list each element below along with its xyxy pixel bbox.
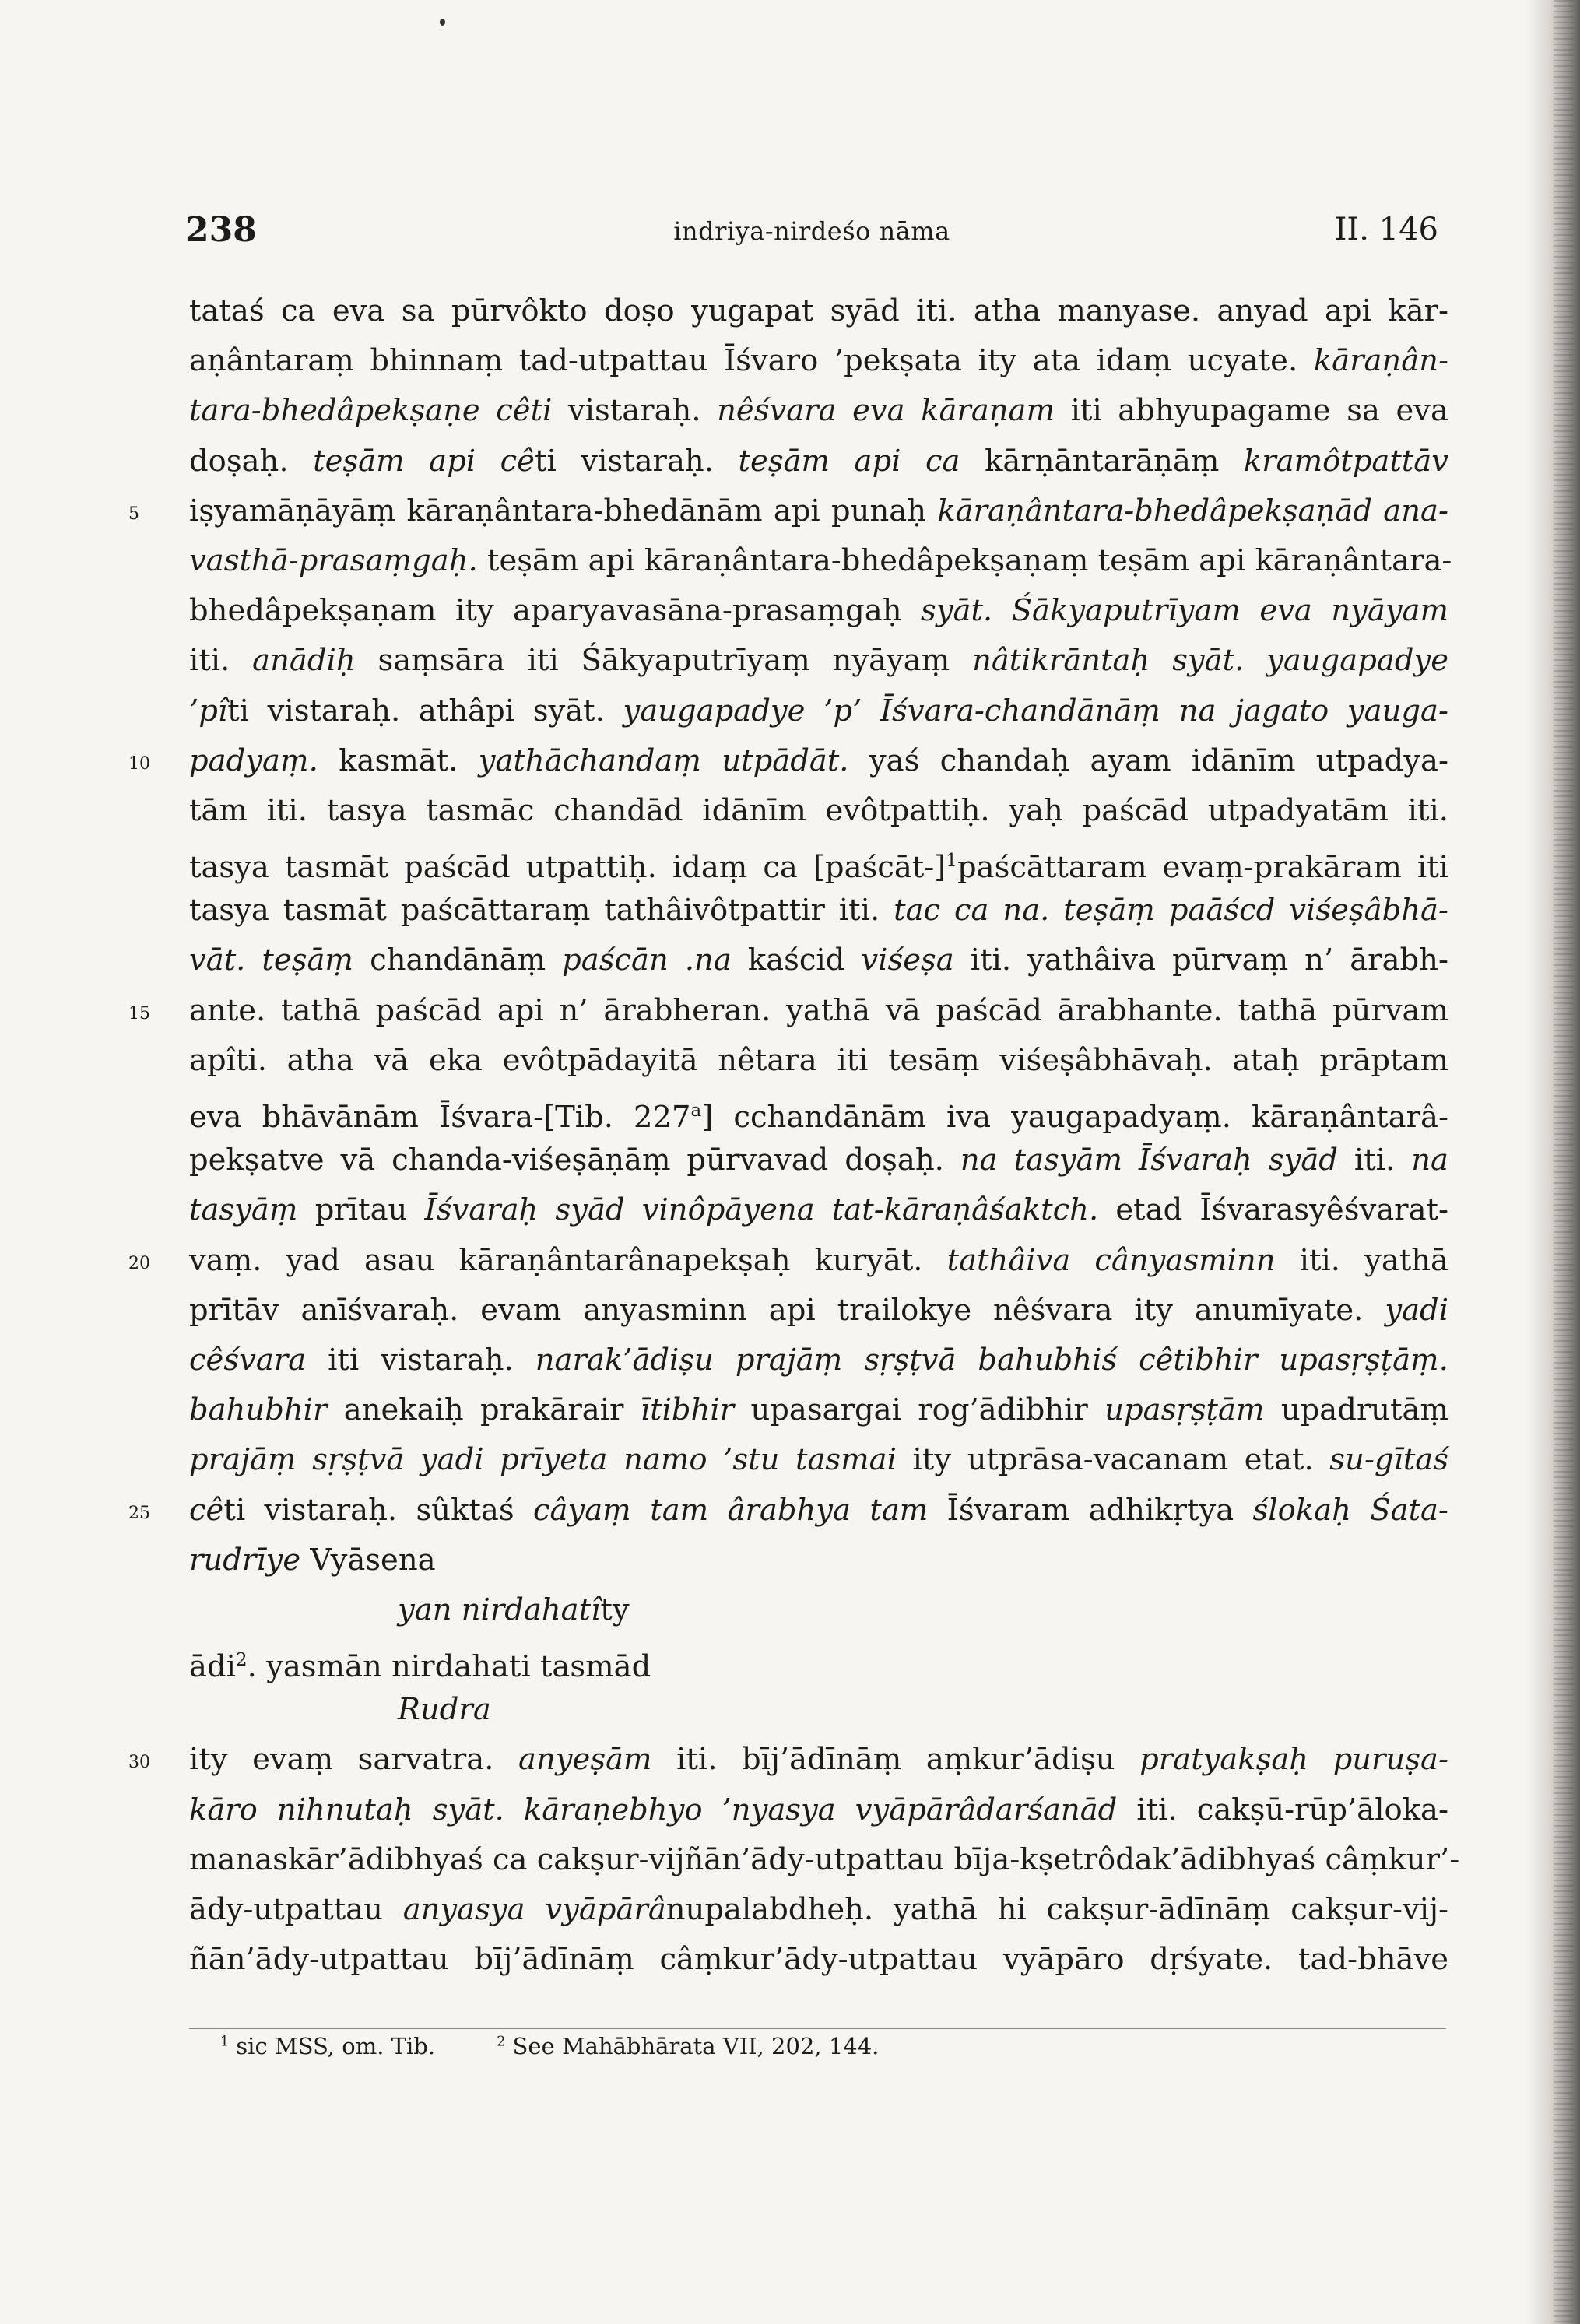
main-text xyxy=(128,286,1460,1985)
line-number: 30 xyxy=(128,1753,150,1773)
text-line xyxy=(128,1735,1448,1785)
text-run: yaś chandaḥ ayam idānīm utpadya- xyxy=(848,742,1448,778)
text-run: ti vistaraḥ. xyxy=(534,443,739,479)
italic-run: nêśvara eva kāraṇam xyxy=(717,393,1055,429)
text-run: ādy-utpattau xyxy=(189,1892,403,1927)
verse-line xyxy=(189,1685,1448,1735)
text-line xyxy=(189,836,1448,886)
italic-run: upasṛṣṭām xyxy=(1104,1392,1265,1428)
italic-run: tasyāṃ xyxy=(189,1192,298,1228)
text-run: prītau xyxy=(297,1192,425,1228)
text-line xyxy=(189,1036,1448,1086)
italic-run: kāraṇân- xyxy=(1313,343,1448,379)
text-line xyxy=(128,986,1448,1036)
text-run: nupalabdheḥ. yathā hi cakṣur-ādīnāṃ cakṣur-vij- xyxy=(665,1892,1449,1927)
italic-run: ślokaḥ Śata- xyxy=(1252,1492,1449,1528)
text-run: iti. yathâiva pūrvaṃ n’ ārabh- xyxy=(953,943,1448,978)
superscript-a: a xyxy=(690,1101,702,1121)
italic-run: anādiḥ xyxy=(252,643,356,679)
text-run: iṣyamāṇāyāṃ kāraṇântara-bhedānām api punaḥ xyxy=(189,493,938,528)
header-reference: II. 146 xyxy=(1334,212,1438,247)
text-run: vaṃ. yad asau kāraṇântarânapekṣaḥ kuryāt. xyxy=(189,1242,947,1278)
footnote-2-mark: 2 xyxy=(497,2034,506,2050)
text-run: tataś ca eva sa pūrvôkto doṣo yugapat syād iti. atha manyase. anyad api kār- xyxy=(189,293,1448,328)
italic-run: anyeṣām xyxy=(518,1742,652,1778)
text-line xyxy=(189,1136,1448,1185)
text-run: upasargai rog’ādibhir xyxy=(734,1392,1105,1428)
italic-run: prajāṃ sṛṣṭvā yadi prīyeta namo ’stu tasmai xyxy=(189,1442,897,1478)
line-number: 5 xyxy=(128,504,139,524)
text-run: pekṣatve vā chanda-viśeṣāṇāṃ pūrvavad doṣaḥ. xyxy=(189,1143,960,1178)
text-run: eva bhāvānām Īśvara-[Tib. 227 xyxy=(189,1099,691,1135)
footnote-1 xyxy=(220,2033,435,2059)
text-line xyxy=(128,486,1448,536)
text-line xyxy=(189,786,1448,836)
italic-run: kramôtpattāv xyxy=(1243,443,1448,479)
italic-run: teṣām api cê xyxy=(313,443,535,479)
italic-run: kāraṇântara-bhedâpekṣaṇād ana- xyxy=(937,493,1448,528)
text-line xyxy=(189,437,1448,486)
text-line xyxy=(189,586,1448,636)
verse-line xyxy=(189,1585,1448,1635)
text-run: . yasmān nirdahati tasmād xyxy=(247,1648,651,1684)
page-edge-texture xyxy=(1554,0,1574,2324)
text-run: chandānāṃ xyxy=(353,943,563,978)
text-run: Īśvaram adhikṛtya xyxy=(928,1492,1253,1528)
text-line xyxy=(128,736,1448,786)
text-run: iti. xyxy=(1337,1143,1412,1178)
text-line xyxy=(189,1435,1448,1485)
footnote-1-text: sic MSS, om. Tib. xyxy=(229,2033,436,2059)
text-run: ] cchandānām iva yaugapadyaṃ. kāraṇântarâ- xyxy=(701,1099,1448,1135)
text-run: teṣām api kāraṇântara-bhedâpekṣaṇaṃ teṣām api kāraṇântara- xyxy=(477,542,1452,578)
italic-run: nâtikrāntaḥ syāt. yaugapadye xyxy=(972,643,1448,679)
text-run: doṣaḥ. xyxy=(189,443,314,479)
text-line xyxy=(189,536,1452,586)
text-run: saṃsāra iti Śākyaputrīyaṃ nyāyaṃ xyxy=(355,643,973,679)
text-run: iti. yathā xyxy=(1275,1242,1448,1278)
italic-run: cê xyxy=(189,1492,224,1528)
footnote-marker: 2 xyxy=(235,1650,248,1671)
italic-run: na tasyām Īśvaraḥ syād xyxy=(960,1143,1338,1178)
text-line xyxy=(189,286,1448,336)
italic-run: syāt. Śākyaputrīyam eva nyāyam xyxy=(920,593,1448,629)
text-run: iti abhyupagame sa eva xyxy=(1055,393,1448,429)
text-run: kasmāt. xyxy=(318,742,479,778)
italic-run: cêśvara xyxy=(189,1342,307,1378)
text-run: ity utprāsa-vacanam etat. xyxy=(896,1442,1330,1478)
footnotes xyxy=(220,2033,933,2059)
text-run: ādi xyxy=(189,1648,236,1684)
line-number: 15 xyxy=(128,1003,150,1023)
italic-run: anyasya vyāpārâ xyxy=(402,1892,666,1927)
text-run: upadrutāṃ xyxy=(1264,1392,1449,1428)
text-run: Vyāsena xyxy=(300,1542,436,1578)
line-number: 25 xyxy=(128,1503,150,1523)
text-run: tām iti. tasya tasmāc chandād idānīm evôtpattiḥ. yaḥ paścād utpadyatām iti. xyxy=(189,792,1448,828)
text-run: iti. bīj’ādīnāṃ aṃkur’ādiṣu xyxy=(651,1742,1140,1778)
text-run: paścāttaram evaṃ-prakāram iti xyxy=(957,849,1448,885)
text-run: tasya tasmāt paścād utpattiḥ. idaṃ ca [paścāt-] xyxy=(189,849,946,885)
italic-run: câyaṃ tam ârabhya tam xyxy=(532,1492,929,1528)
italic-run: viśeṣa xyxy=(861,943,954,978)
text-run: kaścid xyxy=(731,943,862,978)
text-line xyxy=(128,1486,1449,1536)
text-run: ity evaṃ sarvatra. xyxy=(189,1742,519,1778)
italic-run: rudrīye xyxy=(189,1542,301,1578)
italic-run: yadi xyxy=(1385,1292,1448,1328)
italic-run: yathāchandaṃ utpādāt. xyxy=(478,742,849,778)
italic-run: paścān .na xyxy=(562,943,732,978)
italic-run: ’pî xyxy=(189,693,228,728)
line-number: 20 xyxy=(128,1253,150,1273)
italic-run: pratyakṣaḥ puruṣa- xyxy=(1139,1742,1448,1778)
italic-run: ītibhir xyxy=(640,1392,735,1428)
text-run: ante. tathā paścād api n’ ārabheran. yathā vā paścād ārabhante. tathā pūrvam xyxy=(189,992,1448,1028)
italic-run: yan nirdahatî xyxy=(398,1592,601,1627)
text-run: bhedâpekṣaṇam ity aparyavasāna-prasaṃgaḥ xyxy=(189,593,921,629)
italic-run: su-gītaś xyxy=(1329,1442,1448,1478)
text-run: prītāv anīśvaraḥ. evam anyasminn api trailokye nêśvara ity anumīyate. xyxy=(189,1292,1385,1328)
italic-run: Rudra xyxy=(398,1692,491,1728)
italic-run: yaugapadye ’p’ Īśvara-chandānāṃ na jagato yauga- xyxy=(623,693,1448,728)
text-run: aṇântaraṃ bhinnaṃ tad-utpattau Īśvaro ’pekṣata ity ata idaṃ ucyate. xyxy=(189,343,1314,379)
text-line xyxy=(189,1885,1448,1935)
header-title: indriya-nirdeśo nāma xyxy=(673,216,950,246)
italic-run: Īśvaraḥ syād vinôpāyena tat-kāraṇâśaktch. xyxy=(424,1192,1099,1228)
text-line xyxy=(189,686,1448,736)
footnote-rule xyxy=(189,2028,1446,2029)
text-run: etad Īśvarasyêśvarat- xyxy=(1098,1192,1449,1228)
italic-run: vasthā-prasaṃgaḥ. xyxy=(189,542,478,578)
text-line xyxy=(189,936,1448,985)
text-line xyxy=(189,1286,1448,1336)
italic-run: narak’ādiṣu prajāṃ sṛṣṭvā bahubhiś cêtibhir upasṛṣṭāṃ. xyxy=(535,1342,1448,1378)
italic-run: tac ca na. teṣāṃ paāścd viśeṣâbhā- xyxy=(894,893,1449,929)
text-run: kārṇāntarāṇāṃ xyxy=(960,443,1244,479)
text-run: ty xyxy=(600,1592,630,1627)
text-line xyxy=(189,636,1448,686)
text-run: tasya tasmāt paścāttaraṃ tathâivôtpattir iti. xyxy=(189,893,894,929)
text-line xyxy=(189,1785,1448,1835)
italic-run: padyaṃ. xyxy=(189,742,318,778)
footnote-1-mark: 1 xyxy=(220,2034,230,2050)
text-line xyxy=(189,1185,1448,1235)
text-run: manaskār’ādibhyaś ca cakṣur-vijñān’ādy-utpattau bīja-kṣetrôdak’ādibhyaś câṃkur’- xyxy=(189,1841,1460,1877)
italic-run: bahubhir xyxy=(189,1392,328,1428)
footnote-2 xyxy=(497,2033,879,2059)
text-line xyxy=(189,886,1448,936)
footnote-marker: 1 xyxy=(946,851,957,872)
italic-run: kāro nihnutaḥ syāt. kāraṇebhyo ’nyasya vyāpārâdarśanād xyxy=(189,1792,1118,1827)
text-run: ti vistaraḥ. sûktaś xyxy=(223,1492,533,1528)
italic-run: na xyxy=(1411,1143,1449,1178)
text-line xyxy=(128,1236,1448,1286)
text-run: apîti. atha vā eka evôtpādayitā nêtara iti tesāṃ viśeṣâbhāvaḥ. ataḥ prāptam xyxy=(189,1042,1448,1078)
text-line xyxy=(189,1336,1448,1385)
running-header xyxy=(185,210,1438,257)
text-line xyxy=(189,1086,1448,1136)
text-line xyxy=(189,1385,1448,1435)
text-run: anekaiḥ prakārair xyxy=(327,1392,641,1428)
text-line xyxy=(189,386,1448,436)
italic-run: tathâiva cânyasminn xyxy=(946,1242,1276,1278)
text-line xyxy=(189,1536,1448,1585)
ink-speck xyxy=(440,19,445,26)
text-line xyxy=(189,336,1448,386)
italic-run: vāt. teṣāṃ xyxy=(189,943,354,978)
text-run: iti vistaraḥ. xyxy=(306,1342,535,1378)
page-number: 238 xyxy=(185,210,257,250)
text-run: iti. xyxy=(189,643,253,679)
text-run: iti. cakṣū-rūp’āloka- xyxy=(1117,1792,1448,1827)
text-line xyxy=(189,1835,1460,1885)
footnote-2-text: See Mahābhārata VII, 202, 144. xyxy=(505,2033,880,2059)
text-line xyxy=(189,1635,1448,1685)
text-run: ti vistaraḥ. athâpi syāt. xyxy=(227,693,623,728)
text-run: ñān’ādy-utpattau bīj’ādīnāṃ câṃkur’ādy-utpattau vyāpāro dṛśyate. tad-bhāve xyxy=(189,1942,1448,1978)
text-line xyxy=(189,1935,1448,1985)
line-number: 10 xyxy=(128,753,150,774)
italic-run: teṣām api ca xyxy=(738,443,960,479)
italic-run: tara-bhedâpekṣaṇe cêti xyxy=(189,393,553,429)
text-run: vistaraḥ. xyxy=(552,393,718,429)
